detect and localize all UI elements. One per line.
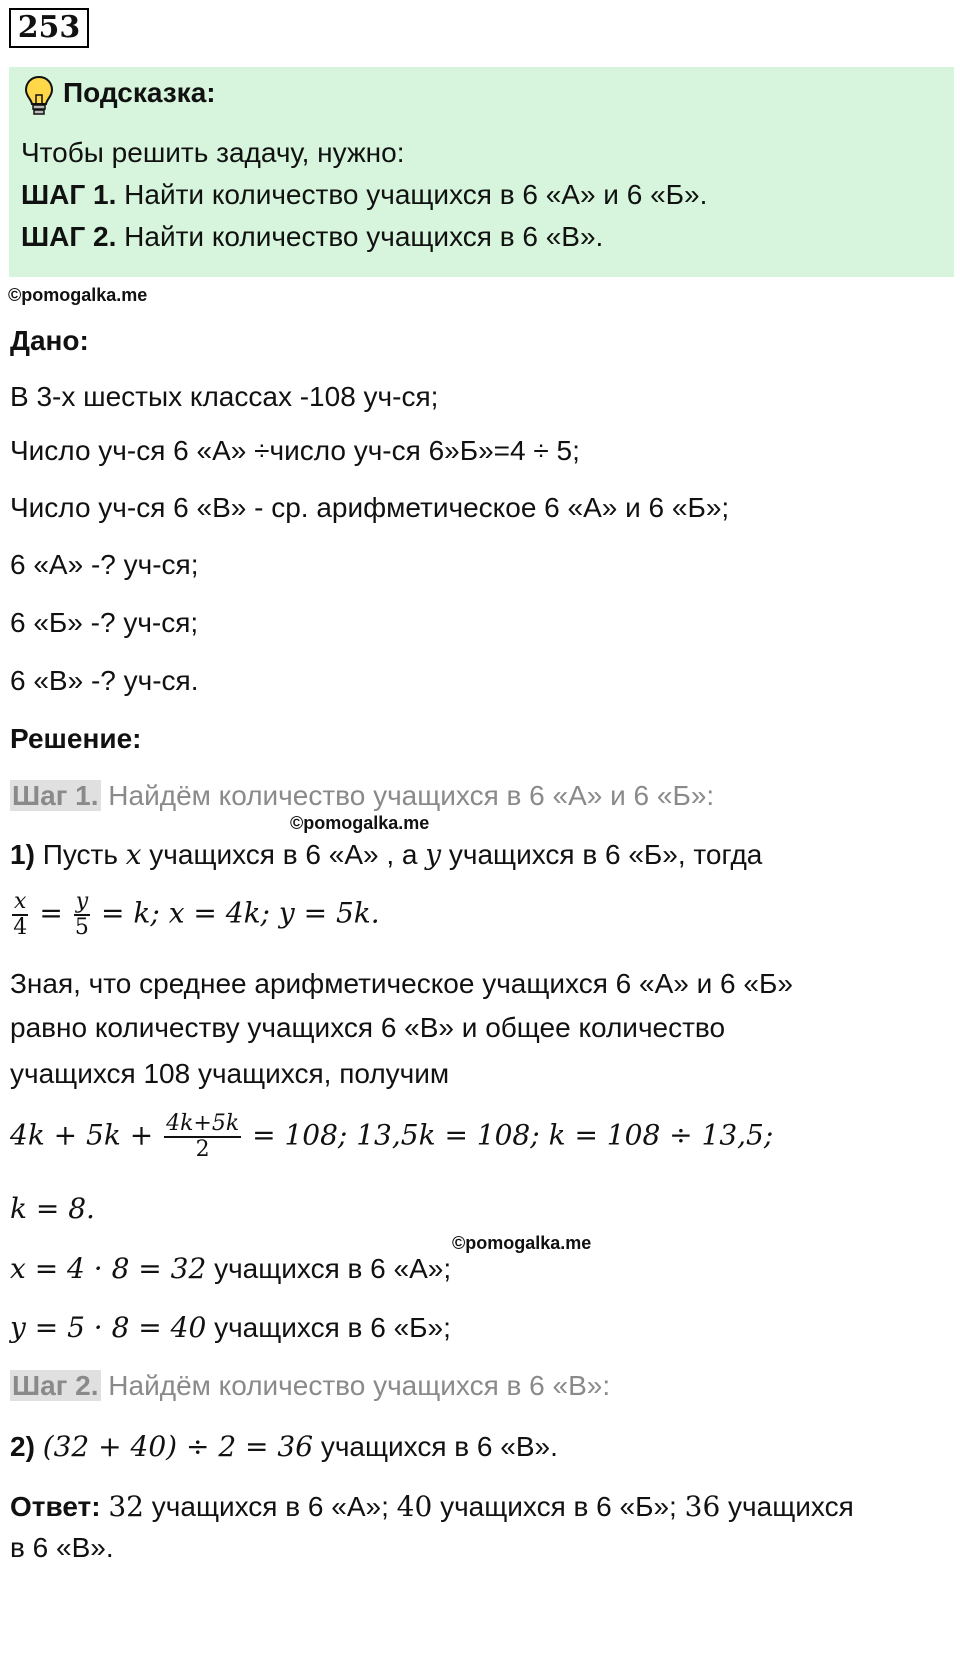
answer-value: 36 [684, 1490, 721, 1523]
text: Пусть [42, 839, 118, 870]
given-line: Число уч-ся 6 «В» - ср. арифметическое 6 «А» и 6 «Б»; [10, 492, 730, 523]
equation-text: учащихся в 6 «В». [320, 1431, 558, 1462]
answer-value: 40 [396, 1490, 433, 1523]
step1-text: Найдём количество учащихся в 6 «А» и 6 «Б»: [108, 780, 715, 811]
equation-1: $\frac{x}{4}$ = $\frac{y}{5}$ = k; x = 4k; y = 5k. [13, 889, 380, 940]
hint-step2-text: Найти количество учащихся в 6 «В». [124, 221, 604, 252]
answer-value: 32 [108, 1490, 144, 1523]
equation-math: y = 5 · 8 = 40 [10, 1311, 207, 1344]
answer [10, 1490, 854, 1523]
fraction-denominator: 2 [195, 1137, 210, 1162]
equation-4 [10, 1252, 451, 1285]
item-number: 2) [10, 1431, 35, 1462]
paragraph-2: учащихся 108 учащихся, получим [10, 1058, 450, 1089]
solution-step1-heading [10, 780, 714, 812]
paragraph-2: Зная, что среднее арифметическое учащихся 6 «А» и 6 «Б» [10, 968, 793, 999]
answer-label: Ответ: [10, 1491, 101, 1522]
answer-text: учащихся в 6 «А»; [151, 1491, 389, 1522]
hint-title: Подсказка: [63, 77, 216, 108]
equation-3: k = 8. [10, 1192, 95, 1225]
answer-text: учащихся [728, 1491, 854, 1522]
watermark: ©pomogalka.me [452, 1233, 592, 1253]
var-y: y [425, 838, 442, 871]
given-line: 6 «Б» -? уч-ся; [10, 607, 199, 638]
fraction-y-5 [74, 890, 90, 940]
given-line: В 3-х шестых классах -108 уч-ся; [10, 381, 439, 412]
item-number: 1) [10, 839, 35, 870]
text: учащихся в 6 «А» , а [149, 839, 418, 870]
given-line: 6 «В» -? уч-ся. [10, 665, 199, 696]
given-title: Дано: [10, 325, 89, 356]
equation-math: (32 + 40) ÷ 2 = 36 [42, 1430, 314, 1463]
given-line: Число уч-ся 6 «А» ÷число уч-ся 6»Б»=4 ÷ 5; [10, 435, 580, 466]
step2-label: Шаг 2. [12, 1370, 99, 1401]
step1-label: Шаг 1. [12, 780, 99, 811]
fraction-numerator: 4k+5k [166, 1111, 240, 1136]
equation-math: x = 4 · 8 = 32 [10, 1252, 207, 1285]
fraction-denominator: 4 [13, 915, 28, 940]
equation-text: учащихся в 6 «А»; [214, 1253, 452, 1284]
text: учащихся в 6 «Б», тогда [448, 839, 763, 870]
hint-step2 [21, 221, 603, 253]
equation-left: 4k + 5k + [10, 1118, 154, 1152]
watermark: ©pomogalka.me [8, 285, 148, 305]
hint-intro: Чтобы решить задачу, нужно: [21, 137, 405, 168]
var-x: x [125, 838, 142, 871]
given-line: 6 «А» -? уч-ся; [10, 549, 199, 580]
fraction-numerator: x [14, 889, 27, 914]
fraction-x-4 [12, 890, 28, 940]
lightbulb-icon [23, 75, 55, 117]
hint-step1-text: Найти количество учащихся в 6 «А» и 6 «Б». [124, 179, 708, 210]
fraction-sum-2 [164, 1112, 241, 1162]
hint-box [9, 67, 954, 277]
solution-title: Решение: [10, 723, 142, 754]
fraction-numerator: y [75, 889, 89, 914]
task-number: 253 [9, 8, 89, 48]
answer-text: учащихся в 6 «Б»; [440, 1491, 677, 1522]
hint-step1-label: ШАГ 1. [21, 179, 117, 210]
equation-2 [10, 1112, 773, 1162]
hint-step2-label: ШАГ 2. [21, 221, 117, 252]
hint-step1 [21, 179, 707, 211]
solution-step2-heading [10, 1370, 610, 1402]
equation-text: учащихся в 6 «Б»; [214, 1312, 451, 1343]
paragraph-1 [10, 838, 762, 871]
equation-rest: = k; x = 4k; y = 5k. [101, 896, 380, 930]
fraction-denominator: 5 [74, 915, 89, 940]
answer-continuation: в 6 «В». [10, 1532, 114, 1563]
paragraph-3 [10, 1430, 558, 1463]
watermark: ©pomogalka.me [290, 813, 430, 833]
paragraph-2: равно количеству учащихся 6 «В» и общее количество [10, 1012, 726, 1043]
step2-text: Найдём количество учащихся в 6 «В»: [108, 1370, 611, 1401]
equation-right: = 108; 13,5k = 108; k = 108 ÷ 13,5; [252, 1118, 774, 1152]
equation-5 [10, 1311, 451, 1344]
